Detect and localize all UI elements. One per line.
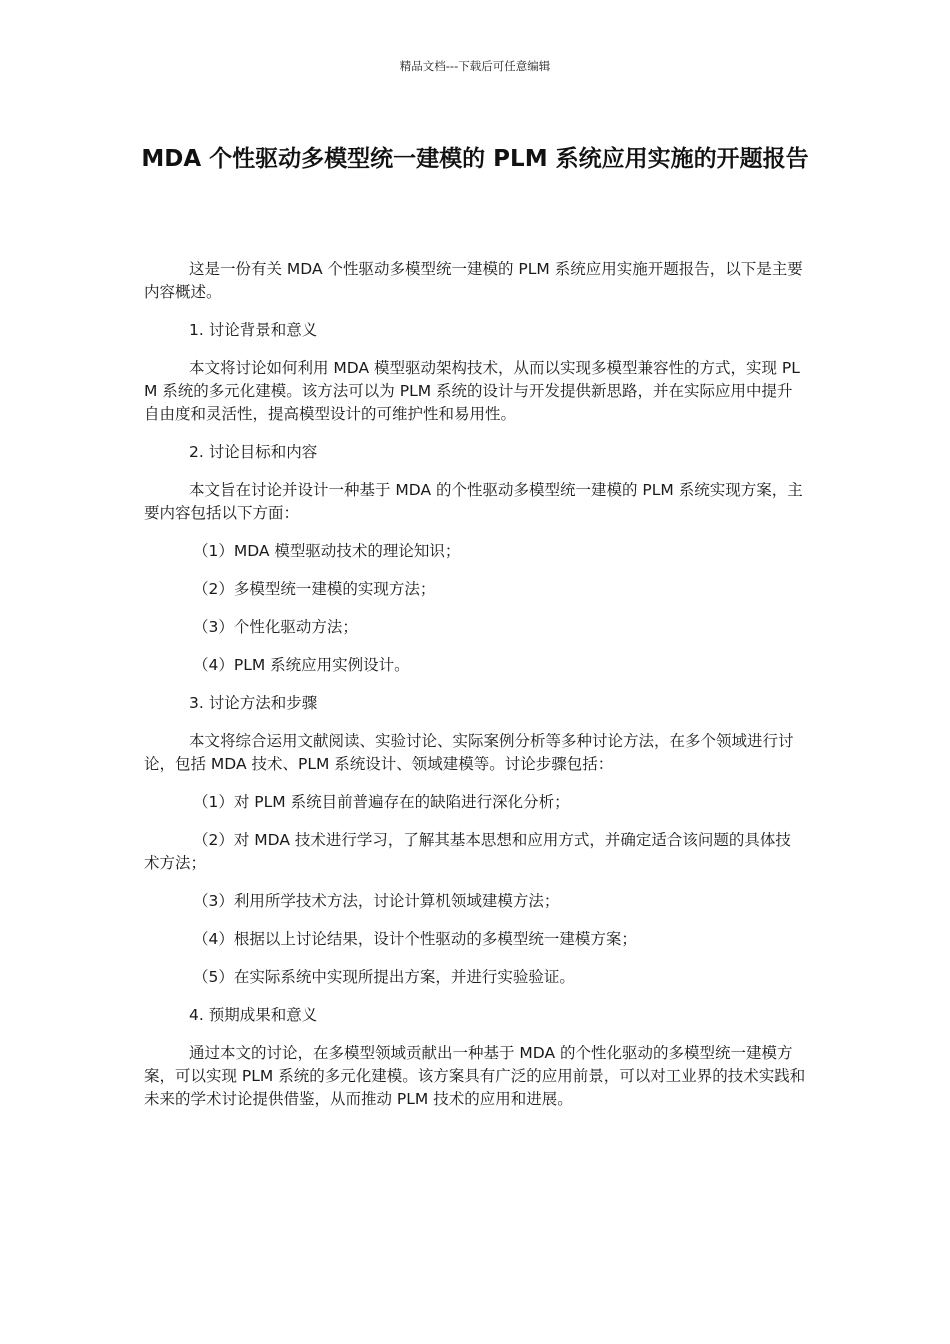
section-heading-goals: 2. 讨论目标和内容 [189,443,318,461]
outcomes-paragraph: 通过本文的讨论，在多模型领域贡献出一种基于 MDA 的个性化驱动的多模型统一建模方案，可以实现 PLM 系统的多元化建模。该方案具有广泛的应用前景，可以对工业界的技术实践和未来的学术讨论提供借鉴，从而推动 PLM 技术的应用和进展。 [144,1044,806,1108]
goals-list-item: （4）PLM 系统应用实例设计。 [193,656,410,674]
methods-list-item: （3）利用所学技术方法，讨论计算机领域建模方法； [193,892,560,910]
section-heading-outcomes: 4. 预期成果和意义 [189,1006,318,1024]
document-body [144,258,806,1126]
intro-paragraph: 这是一份有关 MDA 个性驱动多模型统一建模的 PLM 系统应用实施开题报告，以下是主要内容概述。 [144,260,803,301]
methods-list-item: （1）对 PLM 系统目前普遍存在的缺陷进行深化分析； [193,793,570,811]
document-title: MDA 个性驱动多模型统一建模的 PLM 系统应用实施的开题报告 [141,146,809,172]
goals-list-item: （3）个性化驱动方法； [193,618,358,636]
goals-paragraph: 本文旨在讨论并设计一种基于 MDA 的个性驱动多模型统一建模的 PLM 系统实现方案，主要内容包括以下方面： [144,481,803,522]
methods-list-item: （4）根据以上讨论结果，设计个性驱动的多模型统一建模方案； [193,930,637,948]
section-heading-methods: 3. 讨论方法和步骤 [189,694,318,712]
methods-list-item: （5）在实际系统中实现所提出方案，并进行实验验证。 [193,968,575,986]
section-heading-background: 1. 讨论背景和意义 [189,321,318,339]
goals-list-item: （2）多模型统一建模的实现方法； [193,580,436,598]
methods-list-item: （2）对 MDA 技术进行学习，了解其基本思想和应用方式，并确定适合该问题的具体技术方法； [144,831,791,872]
goals-list-item: （1）MDA 模型驱动技术的理论知识； [193,542,461,560]
header-note: 精品文档---下载后可任意编辑 [399,59,551,73]
background-paragraph: 本文将讨论如何利用 MDA 模型驱动架构技术，从而以实现多模型兼容性的方式，实现 PLM 系统的多元化建模。该方法可以为 PLM 系统的设计与开发提供新思路，并在实际应用中提升自由度和灵活性，提高模型设计的可维护性和易用性。 [144,359,800,423]
methods-paragraph: 本文将综合运用文献阅读、实验讨论、实际案例分析等多种讨论方法，在多个领域进行讨论，包括 MDA 技术、PLM 系统设计、领域建模等。讨论步骤包括： [144,732,794,773]
